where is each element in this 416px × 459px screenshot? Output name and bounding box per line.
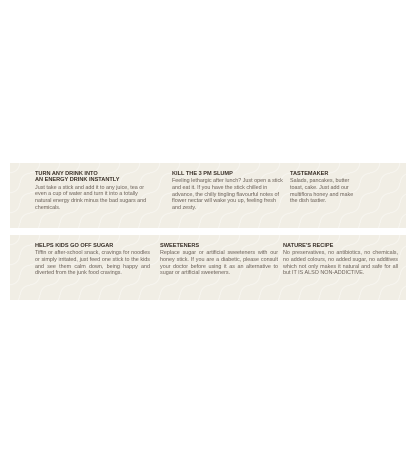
feature-heading-line: TASTEMAKER (290, 171, 329, 177)
feature-tastemaker (290, 171, 362, 205)
feature-heading (172, 171, 284, 177)
feature-band-bottom (10, 235, 406, 300)
feature-natures-recipe (283, 243, 398, 277)
feature-heading-line: KILL THE 3 PM SLUMP (172, 171, 233, 177)
feature-energy-drink (35, 171, 147, 211)
feature-body: Tiffin or after-school snack, cravings for noodles or simply irritated, just feed one stick to the kids and see them calm down, being happy and diverted from the junk food cravings. (35, 250, 150, 277)
feature-heading (160, 243, 278, 249)
feature-heading (283, 243, 398, 249)
feature-heading-line: NATURE'S RECIPE (283, 243, 334, 249)
feature-body: Replace sugar or artificial sweeteners with our honey stick. If you are a diabetic, please consult your doctor before using it as an alternative to sugar or artificial sweeteners. (160, 250, 278, 277)
feature-body: No preservatives, no antibiotics, no chemicals, no added colours, no added sugar, no additives which not only makes it natural and safe for all but IT IS ALSO NON-ADDICTIVE. (283, 250, 398, 277)
feature-heading (290, 171, 362, 177)
feature-body: Feeling lethargic after lunch? Just open a stick and eat it. If you have the stick chilled in advance, the chilly tingling flavourful notes of flower nectar will wake you up, feeling fresh and zesty. (172, 178, 283, 211)
feature-body: Salads, pancakes, butter toast, cake. Just add our multiflora honey and make the dish tastier. (290, 178, 354, 205)
feature-sweeteners (160, 243, 278, 277)
feature-heading-line: HELPS KIDS GO OFF SUGAR (35, 243, 114, 249)
feature-heading (35, 243, 150, 249)
feature-body: Just take a stick and add it to any juice, tea or even a cup of water and turn it into a totally natural energy drink minus the bad sugars and chemicals. (35, 184, 147, 211)
feature-heading-line: SWEETENERS (160, 243, 200, 249)
feature-band-top (10, 163, 406, 228)
feature-3pm-slump (172, 171, 284, 211)
feature-heading-line: AN ENERGY DRINK INSTANTLY (35, 177, 120, 184)
feature-kids-off-sugar (35, 243, 150, 277)
feature-heading (35, 171, 147, 184)
feature-heading-line: TURN ANY DRINK INTO (35, 171, 98, 177)
